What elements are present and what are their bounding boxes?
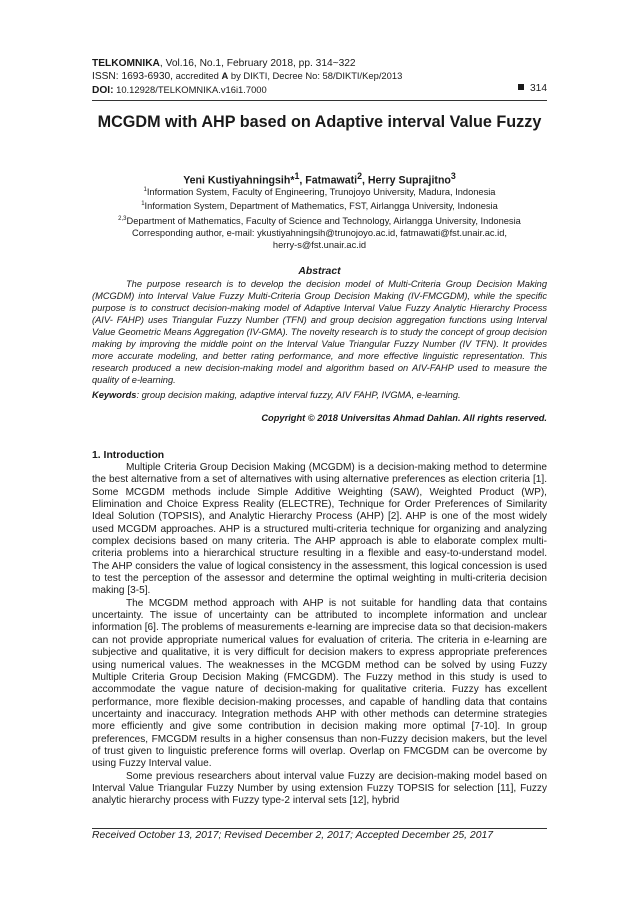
affiliation-1-text: Information System, Faculty of Engineering, Trunojoyo University, Madura, Indonesia <box>146 187 496 198</box>
abstract-text: The purpose research is to develop the decision model of Multi-Criteria Group Decision Making (MCGDM) into Interval Value Fuzzy Multi-Criteria Group Decision Making (IV-FMCGDM), while the specific purpose is to construct decision-making model of Adaptive Interval Value Fuzzy Analytic Hierarchy Process (AIV- FAHP) uses Triangular Fuzzy Number (TFN) and group decision aggregation functions using Interval Value Geometric Means Aggregation (IV-GMA). The novelty research is to study the concept of group decision making by improving the middle point on the Interval Value Triangular Fuzzy Number (IV TFN). It provides more accurate modeling, and better rating performance, and more effective linguistic representation. This research produced a new decision-making model and algorithm based on AIV-FAHP used to measure the quality of e-learning. <box>92 279 547 385</box>
journal-issue: , Vol.16, No.1, February 2018, pp. 314~322 <box>159 58 356 69</box>
doi-line <box>92 84 547 97</box>
affiliation-2-sup: 1 <box>141 201 145 208</box>
accreditation-by: by DIKTI, Decree No: 58/DIKTI/Kep/2013 <box>228 70 403 82</box>
corresponding-email-2[interactable]: herry-s@fst.unair.ac.id <box>272 240 367 251</box>
affiliation-3-sup: 2,3 <box>118 215 127 222</box>
keywords-label: Keywords <box>92 390 137 400</box>
doi-link[interactable]: 10.12928/TELKOMNIKA.v16i1.7000 <box>113 83 267 95</box>
header-rule <box>92 100 547 101</box>
author-2-sup: 2 <box>357 171 362 181</box>
journal-line <box>92 58 547 70</box>
page-number: 314 <box>530 82 547 94</box>
author-2: , Fatmawati <box>299 174 358 187</box>
author-3: , Herry Suprajitno <box>362 174 451 187</box>
keywords <box>92 390 547 400</box>
journal-header <box>92 58 547 97</box>
affiliation-3 <box>86 213 553 227</box>
paper-title: MCGDM with AHP based on Adaptive interval Value Fuzzy <box>97 113 542 131</box>
affiliation-3-text: Department of Mathematics, Faculty of Science and Technology, Airlangga University, Indonesia <box>126 215 521 226</box>
affiliation-2 <box>86 198 553 212</box>
author-3-sup: 3 <box>450 171 456 181</box>
abstract-heading: Abstract <box>298 266 341 277</box>
affiliation-2-text: Information System, Department of Mathematics, FST, Airlangga University, Indonesia <box>144 201 498 212</box>
issn-line <box>92 70 547 83</box>
copyright-notice: Copyright © 2018 Universitas Ahmad Dahlan. All rights reserved. <box>261 413 547 423</box>
affiliations <box>86 184 553 251</box>
section-heading: 1. Introduction <box>92 450 165 461</box>
corresponding-email-1[interactable]: Corresponding author, e-mail: ykustiyahningsih@trunojoyo.ac.id, fatmawati@fst.unair.ac.id, <box>132 227 507 238</box>
section-body <box>92 462 547 808</box>
paragraph-2: The MCGDM method approach with AHP is not suitable for handling data that contains uncertainty. The issue of uncertainty can be attributed to incomplete information and unclear information [6]. The problems of measurements e-learning are imprecise data so that decision-makers can not provide appropriate numerical values for evaluation of criteria. The criteria in e-learning are subjective and qualitative, it is very difficult for decision makers to express appropriate preferences using numerical values. The weaknesses in the MCGDM method can be solved by using Fuzzy Multiple Criteria Group Decision Making (FMCGDM). The Fuzzy method in this study is used to accommodate the vague nature of decision-making for qualitative criteria. Fuzzy has excellent performance, more flexible decision-making processes, and capable of handling data that contains uncertainty and inaccuracy. Integration methods AHP with other methods can determine strategies more efficiently and give some contribution in decision making more optimal [7-10]. In group preferences, FMCGDM results in a higher consensus than non-Fuzzy decision makers, but the level of trust given to linguistic preference forms will overlap. Overlap on FMCGDM can be overcome by using Fuzzy Interval value. <box>92 597 547 770</box>
accreditation-grade: A <box>221 70 229 82</box>
square-bullet-icon <box>518 84 524 90</box>
paragraph-3: Some previous researchers about interval value Fuzzy are decision-making model based on Interval Value Triangular Fuzzy Number by using extension Fuzzy TOPSIS for selection [11], Fuzzy analytic hierarchy process with Fuzzy type-2 interval sets [12], hybrid <box>92 770 547 807</box>
author-1: Yeni Kustiyahningsih* <box>183 174 295 187</box>
issn: ISSN: 1693-6930, <box>92 71 173 83</box>
accreditation: accredited <box>173 70 222 82</box>
doi-label: DOI: <box>92 84 114 96</box>
affiliation-1-sup: 1 <box>143 187 147 193</box>
affiliation-1 <box>86 184 553 198</box>
author-1-sup: 1 <box>294 171 300 181</box>
page-number-block <box>518 83 547 95</box>
paragraph-1: Multiple Criteria Group Decision Making (MCGDM) is a decision-making method to determine the best alternative from a set of alternatives with using alternative preferences as election criteria [1]. Some MCGDM methods include Simple Additive Weighting (SAW), Weighted Product (WP), Elimination and Choice Express Reality (ELECTRE), Technique for Order Preferences of Similarity Ideal Solution (TOPSIS), and Analytic Hierarchy Process (AHP) [2]. AHP is one of the most widely used MCGDM approaches. AHP is a structured multi-criteria technique for organizing and analyzing complex decisions based on many criteria. The AHP approach is able to elaborate complex multi-criteria problems into a hierarchical structure resulting in a flexible and easy-to-understand model. The AHP considers the value of logical consistency in the assessment, this logical concession is used to test the perception of the assessor and determine the optimal weighting in multi-criteria decision making [3-5]. <box>92 462 547 597</box>
footer-rule <box>92 828 547 829</box>
keywords-text: : group decision making, adaptive interval fuzzy, AIV FAHP, IVGMA, e-learning. <box>136 390 461 400</box>
received-dates: Received October 13, 2017; Revised December 2, 2017; Accepted December 25, 2017 <box>92 830 494 841</box>
journal-name: TELKOMNIKA <box>92 58 160 69</box>
